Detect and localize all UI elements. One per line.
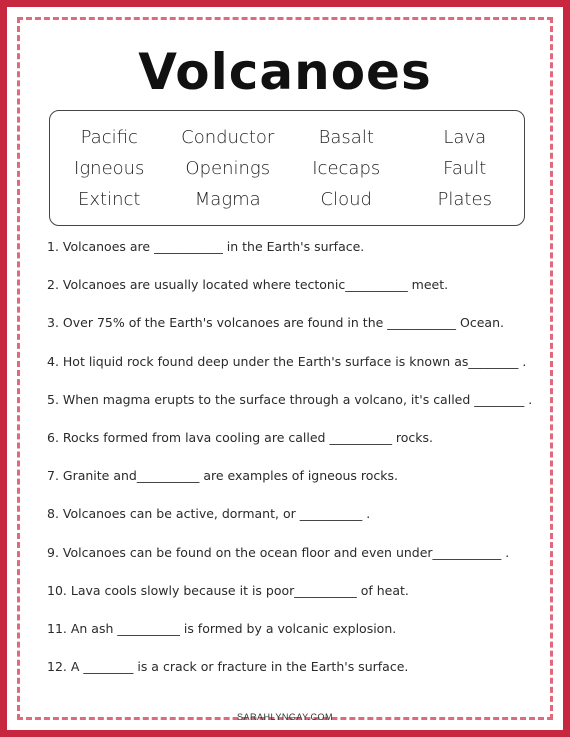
word-bank-item: Conductor — [181, 127, 275, 148]
question-4: 4. Hot liquid rock found deep under the Earth's surface is known as________ . — [47, 353, 527, 369]
word-bank-item: Pacific — [80, 127, 138, 148]
word-bank-item: Magma — [194, 189, 261, 210]
word-bank-item: Basalt — [318, 127, 374, 148]
word-bank-item: Fault — [443, 158, 487, 179]
question-1: 1. Volcanoes are ___________ in the Earth's surface. — [47, 239, 365, 254]
question-5: 5. When magma erupts to the surface through a volcano, it's called ________ . — [47, 391, 533, 407]
word-bank-item: Extinct — [78, 189, 141, 210]
question-2: 2. Volcanoes are usually located where tectonic__________ meet. — [47, 277, 449, 293]
word-bank-grid — [50, 125, 524, 212]
question-7: 7. Granite and__________ are examples of igneous rocks. — [47, 468, 399, 484]
word-bank-item: Icecaps — [312, 158, 381, 179]
word-bank-item: Openings — [185, 158, 271, 179]
question-11: 11. An ash __________ is formed by a volcanic explosion. — [47, 620, 397, 636]
word-bank-item: Igneous — [74, 158, 145, 179]
word-bank — [49, 110, 525, 226]
question-3: 3. Over 75% of the Earth's volcanoes are found in the ___________ Ocean. — [47, 315, 504, 331]
word-bank-item: Plates — [437, 189, 492, 210]
worksheet-page — [22, 22, 548, 722]
word-bank-item: Cloud — [320, 189, 372, 210]
question-10: 10. Lava cools slowly because it is poor__________ of heat. — [47, 582, 409, 598]
page-title: Volcanoes — [138, 43, 432, 101]
question-9: 9. Volcanoes can be found on the ocean floor and even under___________ . — [47, 544, 510, 560]
question-6: 6. Rocks formed from lava cooling are called __________ rocks. — [47, 429, 434, 445]
question-12: 12. A ________ is a crack or fracture in the Earth's surface. — [47, 659, 409, 675]
word-bank-item: Lava — [443, 127, 487, 148]
site-credit: SARAHLYNGAY.COM — [236, 712, 334, 722]
question-list — [47, 238, 542, 696]
question-8: 8. Volcanoes can be active, dormant, or __________ . — [47, 506, 371, 522]
